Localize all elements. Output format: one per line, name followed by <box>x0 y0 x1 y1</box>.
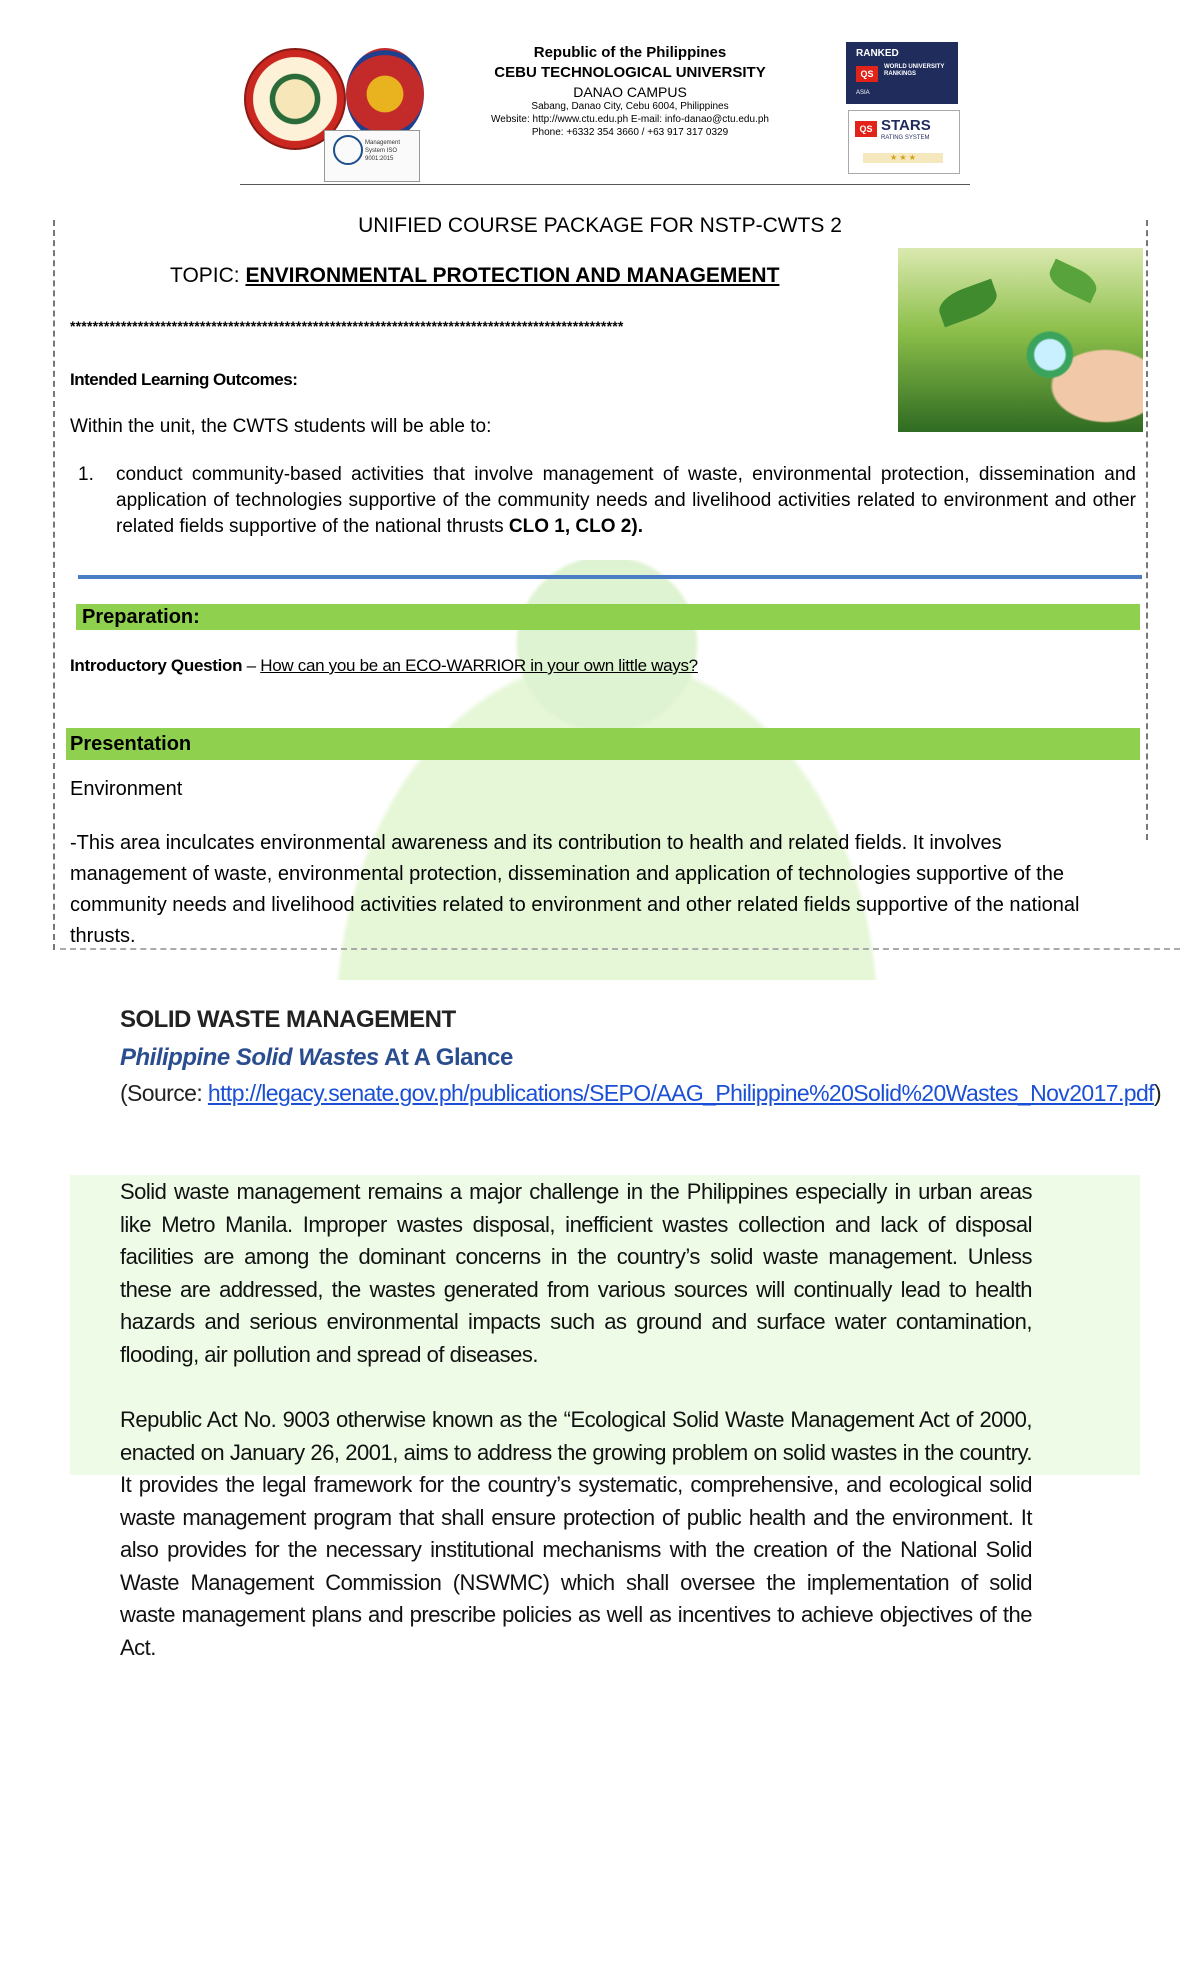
excerpt-title: SOLID WASTE MANAGEMENT <box>120 1006 456 1033</box>
list-number: 1. <box>78 464 94 485</box>
republic-line: Republic of the Philippines <box>533 44 727 61</box>
source-suffix: ) <box>1153 1080 1161 1106</box>
rating-system-label: RATING SYSTEM <box>881 135 930 141</box>
preparation-bar <box>76 604 1140 630</box>
topic-prefix: TOPIC: <box>170 264 246 287</box>
presentation-bar <box>66 728 1140 760</box>
ilo-intro: Within the unit, the CWTS students will be able to: <box>70 416 492 437</box>
topic-heading <box>170 264 779 288</box>
frame-border-left <box>53 220 55 950</box>
source-link[interactable]: http://legacy.senate.gov.ph/publications/SEPO/AAG_Philippine%20Solid%20Wastes_Nov2017.pdf <box>207 1080 1154 1106</box>
ilo-item-text: conduct community-based activities that involve management of waste, environmental protection, dissemination and application of technologies supportive of the community needs and livelihood activities related to environment and other related fields supportive of the national thrusts <box>116 464 1136 537</box>
iso-certification-badge <box>324 130 420 182</box>
asean-logo <box>346 48 424 140</box>
leaf-shape <box>1045 259 1101 304</box>
asia-label: ASIA <box>856 90 870 96</box>
qs-stars-badge <box>848 110 960 174</box>
intro-question-dash: – <box>242 656 261 675</box>
excerpt-subtitle <box>120 1044 513 1072</box>
environment-title: Environment <box>70 778 183 800</box>
list-item <box>116 462 1136 540</box>
stars-label: STARS <box>881 117 931 134</box>
eco-hands-globe-photo <box>898 248 1143 432</box>
contact-web-line: Website: http://www.ctu.edu.ph E-mail: info-danao@ctu.edu.ph <box>491 114 769 125</box>
environment-body: -This area inculcates environmental awareness and its contribution to health and related fields. It involves management of waste, environmental protection, dissemination and application of technologies supportive of the community needs and livelihood activities related to environment and other related fields supportive of the national thrusts. <box>70 832 1080 947</box>
cert-text: Management System ISO 9001:2015 <box>365 140 401 162</box>
leaf-shape <box>935 279 1002 328</box>
campus-name: DANAO CAMPUS <box>573 84 687 100</box>
introductory-question <box>70 656 698 676</box>
excerpt-source <box>120 1080 1161 1107</box>
excerpt-paragraph-2: Republic Act No. 9003 otherwise known as the “Ecological Solid Waste Management Act of 2000, enacted on January 26, 2001, aims to address the growing problem on solid wastes in the country. It provides the legal framework for the country’s systematic, comprehensive, and ecological solid waste management program that shall ensure protection of public health and the environment. It also provides for the necessary institutional mechanisms with the creation of the National Solid Waste Management Commission (NSWMC) which shall oversee the implementation of solid waste management plans and prescribe policies as well as incentives to achieve objectives of the Act. <box>120 1407 1032 1660</box>
ilo-item-clo: CLO 1, CLO 2). <box>508 516 643 537</box>
phone-line: Phone: +6332 354 3660 / +63 917 317 0329 <box>531 127 729 138</box>
address-line: Sabang, Danao City, Cebu 6004, Philippines <box>531 101 729 112</box>
university-name: CEBU TECHNOLOGICAL UNIVERSITY <box>494 64 766 81</box>
ilo-heading: Intended Learning Outcomes: <box>70 370 298 389</box>
excerpt-paragraph-1: Solid waste management remains a major challenge in the Philippines especially in urban areas like Metro Manila. Improper wastes disposal, inefficient wastes collection and lack of disposal facilities are among the dominant concerns in the country’s solid waste management. Unless these are addressed, the wastes generated from various sources will continually lead to health hazards and serious environmental impacts such as ground and surface water contamination, flooding, air pollution and spread of diseases. <box>120 1179 1032 1367</box>
excerpt-subtitle-plain: At A Glance <box>378 1044 513 1071</box>
ranked-label: RANKED <box>856 48 899 59</box>
topic-title: ENVIRONMENTAL PROTECTION AND MANAGEMENT <box>245 264 780 287</box>
header-divider <box>240 184 970 185</box>
wur-label: WORLD UNIVERSITY RANKINGS <box>884 64 945 77</box>
ilo-list <box>78 462 1136 540</box>
intro-question-label: Introductory Question <box>70 656 243 675</box>
asterisk-separator: ************************************************************************************************** <box>70 318 624 334</box>
preparation-heading: Preparation: <box>82 606 200 628</box>
section-divider <box>78 575 1142 579</box>
tuv-icon <box>333 135 363 165</box>
presentation-heading: Presentation <box>70 733 192 755</box>
source-prefix: (Source: <box>120 1080 208 1106</box>
qs-icon: QS <box>856 66 878 82</box>
qs-stars-icon: QS <box>855 121 877 137</box>
excerpt-subtitle-italic: Philippine Solid Wastes <box>120 1044 379 1071</box>
star-rating: ★ ★ ★ <box>863 153 943 163</box>
course-title: UNIFIED COURSE PACKAGE FOR NSTP-CWTS 2 <box>358 214 842 237</box>
intro-question-text: How can you be an ECO-WARRIOR in your own little ways? <box>260 656 698 675</box>
qs-ranked-badge <box>846 42 958 104</box>
frame-border-right <box>1146 220 1148 840</box>
